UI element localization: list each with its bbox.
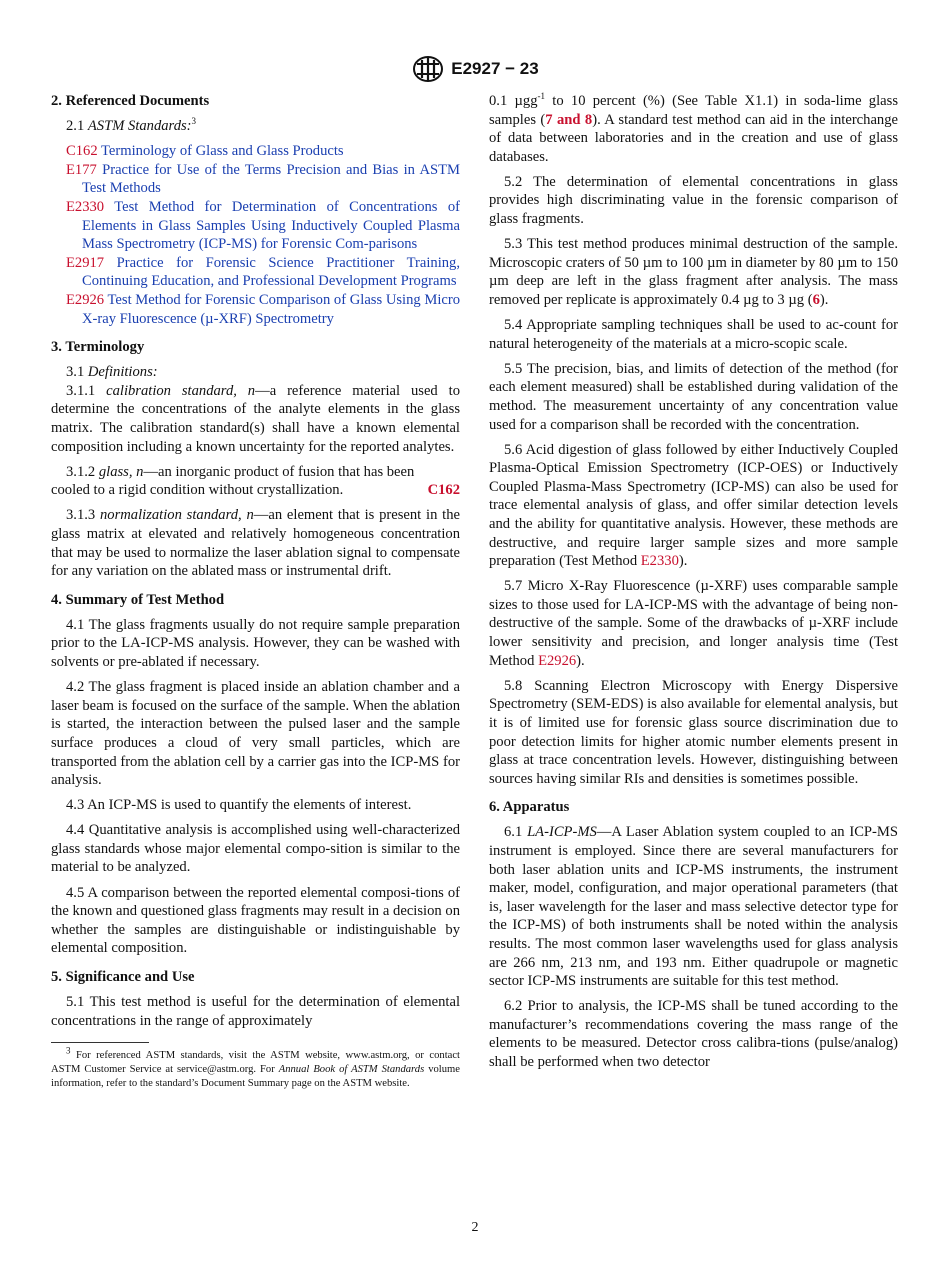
paragraph-6-2: 6.2 Prior to analysis, the ICP-MS shall be tuned according to the manufacturer’s recommendations covering the mass range of the elements to be measured. Detector cross calibra-tions (pulse/analog) shall be performed when two detector: [489, 998, 898, 1070]
left-column: [51, 92, 460, 1098]
reference-e177[interactable]: E177 Practice for Use of the Terms Precision and Bias in ASTM Test Methods: [66, 161, 460, 197]
page-number: 2: [471, 1220, 479, 1235]
reference-e2330[interactable]: E2330 Test Method for Determination of Concentrations of Elements in Glass Samples Using Inductively Coupled Plasma Mass Spectrometry (ICP-MS) for Forensic Com-parisons: [66, 198, 460, 253]
c162-reference-link[interactable]: C162: [427, 482, 460, 499]
e2926-reference-link[interactable]: E2926: [538, 652, 577, 669]
ref-6-link[interactable]: 6: [812, 291, 820, 308]
section-6-heading: 6. Apparatus: [489, 799, 570, 816]
section-2-heading: 2. Referenced Documents: [51, 93, 210, 109]
paragraph-5-6: 5.6 Acid digestion of glass followed by either Inductively Coupled Plasma-Optical Emission Spectrometry (ICP-OES) or Inductively Coupled Plasma-Mass Spectrometry (ICP-MS) can also be used for trace elemental analysis of glass, and offer similar detection levels and the ability for quantitative analysis. However, these methods are destructive, and require larger sample sizes and more sample preparation (Test Method E2330).: [489, 441, 898, 570]
paragraph-5-8: 5.8 Scanning Electron Microscopy with Energy Dispersive Spectrometry (SEM-EDS) is also available for elemental analysis, but it is of limited use for forensic glass source discrimination due to poor detection limits for higher atomic number elements present in glass at trace concentration levels. However, distinguishing between sources having similar RIs and densities is sometimes possible.: [489, 677, 898, 787]
right-column: [489, 92, 898, 1078]
section-5-heading: 5. Significance and Use: [51, 968, 195, 985]
standard-designation: E2927 − 23: [451, 59, 539, 78]
reference-e2926[interactable]: E2926 Test Method for Forensic Comparison of Glass Using Micro X-ray Fluorescence (µ-XRF) Spectrometry: [66, 291, 461, 327]
footnote-divider: [51, 1042, 149, 1043]
paragraph-3-1-2: 3.1.2 glass, n—an inorganic product of fusion that has been cooled to a rigid condition without crystallization. C162: [51, 463, 460, 499]
paragraph-4-2: 4.2 The glass fragment is placed inside an ablation chamber and a laser beam is focused on the surface of the sample. When the ablation is started, the interaction between the pulsed laser and the sample surface produces a cloud of very small particles, which are transported from the ablation cell by a carrier gas into the ICP-MS for analysis.: [51, 679, 460, 789]
paragraph-3-1: 3.1 Definitions:: [66, 364, 158, 381]
paragraph-2-1: 2.1 ASTM Standards:$^3$: [66, 116, 197, 135]
paragraph-5-7: 5.7 Micro X-Ray Fluorescence (µ-XRF) uses comparable sample sizes to those used for LA-ICP-MS with the advantage of being non-destructive of the sample. Some of the drawbacks of µ-XRF include lower sensitivity and precision, and longer analysis time (Test Method E2926).: [489, 578, 898, 669]
paragraph-4-5: 4.5 A comparison between the reported elemental composi-tions of the known and questioned glass fragments may result in a decision on whether the samples are distinguishable or indistinguishable by elemental composition.: [51, 884, 460, 957]
paragraph-6-1: 6.1 LA-ICP-MS—A Laser Ablation system coupled to an ICP-MS instrument is employed. Since there are several manufacturers for both laser ablation units and ICP-MS instruments, the instrument maker, model, configuration, and major operational parameters (that is, laser wavelength for the laser and mass selective detector type for the ICP-MS) of both instruments shall be noted within the analysis results. The most common laser wavelengths used for glass analysis are 266 nm, 213 nm, and 193 nm. Either quadrupole or magnetic sector ICP-MS instruments are suitable for this test method.: [489, 824, 898, 990]
paragraph-5-1-cont: 0.1 µgg$^{-1}$ to 10 percent (%) (See Table X1.1) in soda-lime glass samples (7 and 8). A standard test method can aid in the interchange of data between laboratories and in the creation and use of glass databases.: [489, 91, 898, 165]
section-3-heading: 3. Terminology: [51, 339, 145, 356]
paragraph-3-1-1: 3.1.1 calibration standard, n—a reference material used to determine the concentrations of the analyte elements in the glass matrix. The calibration standard(s) shall have a known elemental composition including a known uncertainty for the reported analytes.: [51, 382, 460, 455]
paragraph-5-3: 5.3 This test method produces minimal destruction of the sample. Microscopic craters of 50 µm to 100 µm in diameter by 80 µm to 150 µm deep are left in the glass fragment after analysis. The mass removed per replicate is approximately 0.4 µg to 3 µg (6).: [489, 236, 898, 308]
paragraph-3-1-3: 3.1.3 normalization standard, n—an element that is present in the glass matrix at elevated and relatively homogeneous concentration that may be used to normalize the laser ablation signal to compensate for any variation on the ablated mass or instrumental drift.: [51, 507, 460, 580]
refs-7-8-link[interactable]: 7 and 8: [545, 111, 593, 128]
paragraph-4-4: 4.4 Quantitative analysis is accomplished using well-characterized glass standards whose major elemental compo-sition is similar to the material to be analyzed.: [51, 822, 460, 876]
astm-logo-icon: [411, 55, 445, 83]
paragraph-4-1: 4.1 The glass fragments usually do not require sample preparation prior to the LA-ICP-MS analysis. However, they can be washed with solvents or pre-ablated if necessary.: [51, 616, 460, 671]
reference-c162[interactable]: C162 Terminology of Glass and Glass Products: [66, 143, 344, 160]
paragraph-4-3: 4.3 An ICP-MS is used to quantify the elements of interest.: [66, 797, 412, 814]
section-4-heading: 4. Summary of Test Method: [51, 591, 225, 608]
e2330-reference-link[interactable]: E2330: [640, 553, 679, 570]
paragraph-5-2: 5.2 The determination of elemental concentrations in glass provides high discriminating value in the forensic comparison of glass fragments.: [489, 173, 898, 228]
footnote-3: $^3$ For referenced ASTM standards, visit the ASTM website, www.astm.org, or contact ASTM Customer Service at service@astm.org. For Annual Book of ASTM Standards volume information, refer to the standard’s Document Summary page on the ASTM website.: [51, 1045, 460, 1090]
paragraph-5-4: 5.4 Appropriate sampling techniques shall be used to ac-count for natural heterogeneity of the materials at a micro-scopic scale.: [489, 317, 898, 352]
page-header: [0, 54, 950, 84]
paragraph-5-5: 5.5 The precision, bias, and limits of detection of the method (for each element measured) shall be established during validation of the method. The measurement uncertainty of any concentration value used for a comparison shall be recorded with the concentration.: [489, 360, 898, 433]
reference-e2917[interactable]: E2917 Practice for Forensic Science Practitioner Training, Continuing Education, and Professional Development Programs: [66, 254, 461, 290]
paragraph-5-1-start: 5.1 This test method is useful for the determination of elemental concentrations in the range of approximately: [51, 994, 460, 1029]
